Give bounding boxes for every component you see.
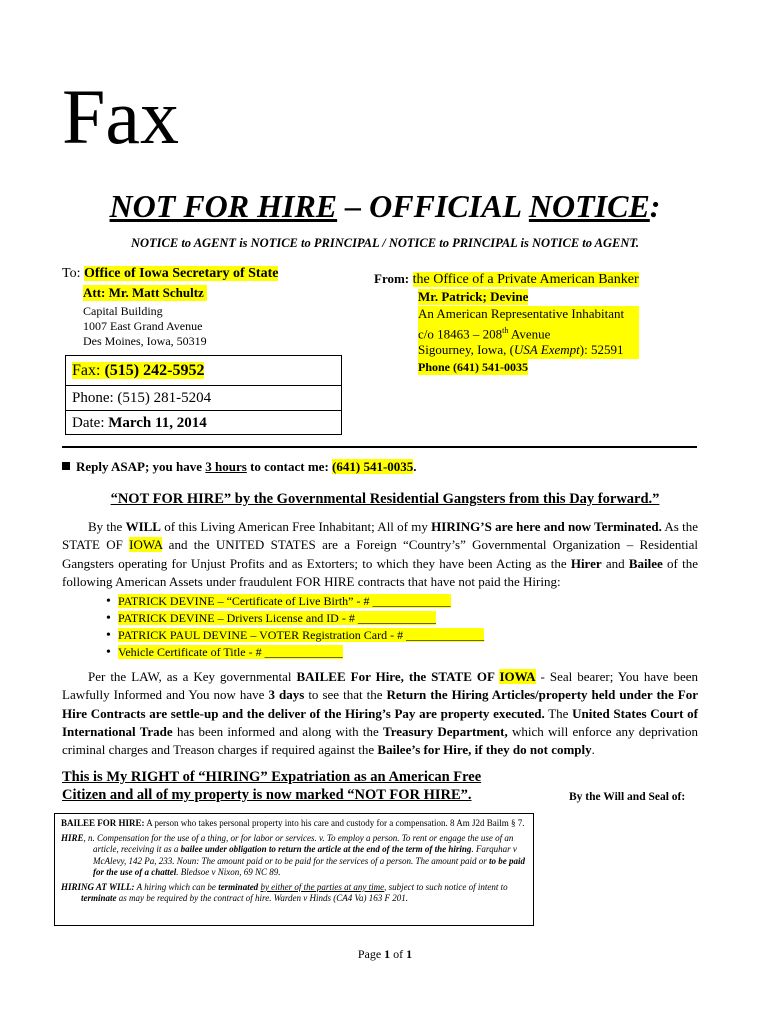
from-office: the Office of a Private American Banker bbox=[412, 272, 639, 287]
from-line2: c/o 18463 – 208th Avenue bbox=[418, 323, 639, 343]
fax-title: Fax bbox=[62, 73, 179, 160]
to-address-line: Capital Building bbox=[83, 304, 163, 318]
to-address-line: 1007 East Grand Avenue bbox=[83, 319, 203, 333]
list-item: • PATRICK DEVINE – Drivers License and ID - # _____________ bbox=[106, 610, 484, 627]
definition-hire: HIRE, n. Compensation for the use of a thing, or for labor or services. v. To employ a person. To rent or engage the use of an article, receiving it as a bailee under obligation to return the article at the end of the term of the hiring. Farquhar v McAlevy, 142 Pa, 233. Noun: The amount paid or to be paid for the services of a person. The amount paid or to be paid for the use of a chattel. Bledsoe v Nixon, 69 NC 89. bbox=[61, 832, 525, 877]
list-item: • PATRICK PAUL DEVINE – VOTER Registration Card - # _____________ bbox=[106, 627, 484, 644]
paragraph-termination: By the WILL of this Living American Free Inhabitant; All of my HIRING’S are here and now Terminated. As the STATE OF IOWA and the UNITED STATES are a Foreign “Country’s” Governmental Organization – Residential Gangsters operating for Unjust Profits and as Extorters; to which they have been Acting as the Hirer and Bailee of the following American Assets under fraudulent FOR HIRE contracts that have not paid the Hiring: bbox=[62, 519, 698, 589]
contact-box bbox=[65, 355, 342, 435]
from-line3: Sigourney, Iowa, (USA Exempt): 52591 bbox=[418, 342, 639, 359]
definitions-box bbox=[54, 813, 534, 926]
fax-number-row: Fax: (515) 242-5952 bbox=[66, 356, 341, 386]
from-line1: An American Representative Inhabitant bbox=[418, 306, 639, 323]
divider bbox=[62, 446, 697, 448]
definition-hiring-at-will: HIRING AT WILL: A hiring which can be terminated by either of the parties at any time, subject to such notice of intent to terminate as may be required by the contract of hire. Warden v Hinds (CA4 Va) 163 F 201. bbox=[61, 881, 508, 903]
definition-bailee: BAILEE FOR HIRE: A person who takes personal property into his care and custody for a compensation. 8 Am J2d Bailm § 7. bbox=[61, 818, 525, 828]
from-phone: Phone (641) 541-0035 bbox=[418, 359, 528, 374]
reply-line: Reply ASAP; you have 3 hours to contact me: (641) 541-0035. bbox=[62, 459, 417, 475]
asset-list bbox=[106, 593, 484, 661]
to-office: Office of Iowa Secretary of State bbox=[83, 266, 279, 281]
square-bullet-icon bbox=[62, 462, 70, 470]
subheading: NOTICE to AGENT is NOTICE to PRINCIPAL / NOTICE to PRINCIPAL is NOTICE to AGENT. bbox=[130, 236, 640, 250]
rights-statement: This is My RIGHT of “HIRING” Expatriation as an American Free Citizen and all of my property is now marked “NOT FOR HIRE”. bbox=[62, 769, 482, 803]
section-title: “NOT FOR HIRE” by the Governmental Residential Gangsters from this Day forward.” bbox=[110, 491, 660, 507]
phone-row: Phone: (515) 281-5204 bbox=[66, 386, 341, 411]
from-block bbox=[374, 271, 639, 376]
page-number: Page 1 of 1 bbox=[357, 947, 413, 961]
paragraph-bailee: Per the LAW, as a Key governmental BAILEE For Hire, the STATE OF IOWA - Seal bearer; You have been Lawfully Informed and You now have 3 days to see that the Return the Hiring Articles/property held under the For Hire Contracts are settle-up and the deliver of the Hiring’s Pay are property executed. The United States Court of International Trade has been informed and along with the Treasury Department, which will enforce any deprivation criminal charges and Treason charges if required against the Bailee’s for Hire, if they do not comply. bbox=[62, 669, 699, 758]
from-name: Mr. Patrick; Devine bbox=[418, 288, 529, 304]
from-details bbox=[374, 289, 639, 377]
list-item: • Vehicle Certificate of Title - # _____________ bbox=[106, 644, 484, 661]
to-attn: Att: Mr. Matt Schultz bbox=[83, 285, 207, 301]
main-heading: NOT FOR HIRE – OFFICIAL NOTICE: bbox=[109, 188, 661, 224]
list-item: • PATRICK DEVINE – “Certificate of Live Birth” - # _____________ bbox=[106, 593, 484, 610]
from-office-line: From: the Office of a Private American Banker bbox=[374, 271, 639, 287]
seal-line: By the Will and Seal of: bbox=[569, 791, 686, 803]
to-address bbox=[83, 285, 207, 349]
date-row: Date: March 11, 2014 bbox=[72, 415, 207, 431]
to-line: To: Office of Iowa Secretary of State bbox=[62, 266, 279, 281]
to-address-line: Des Moines, Iowa, 50319 bbox=[83, 334, 207, 348]
